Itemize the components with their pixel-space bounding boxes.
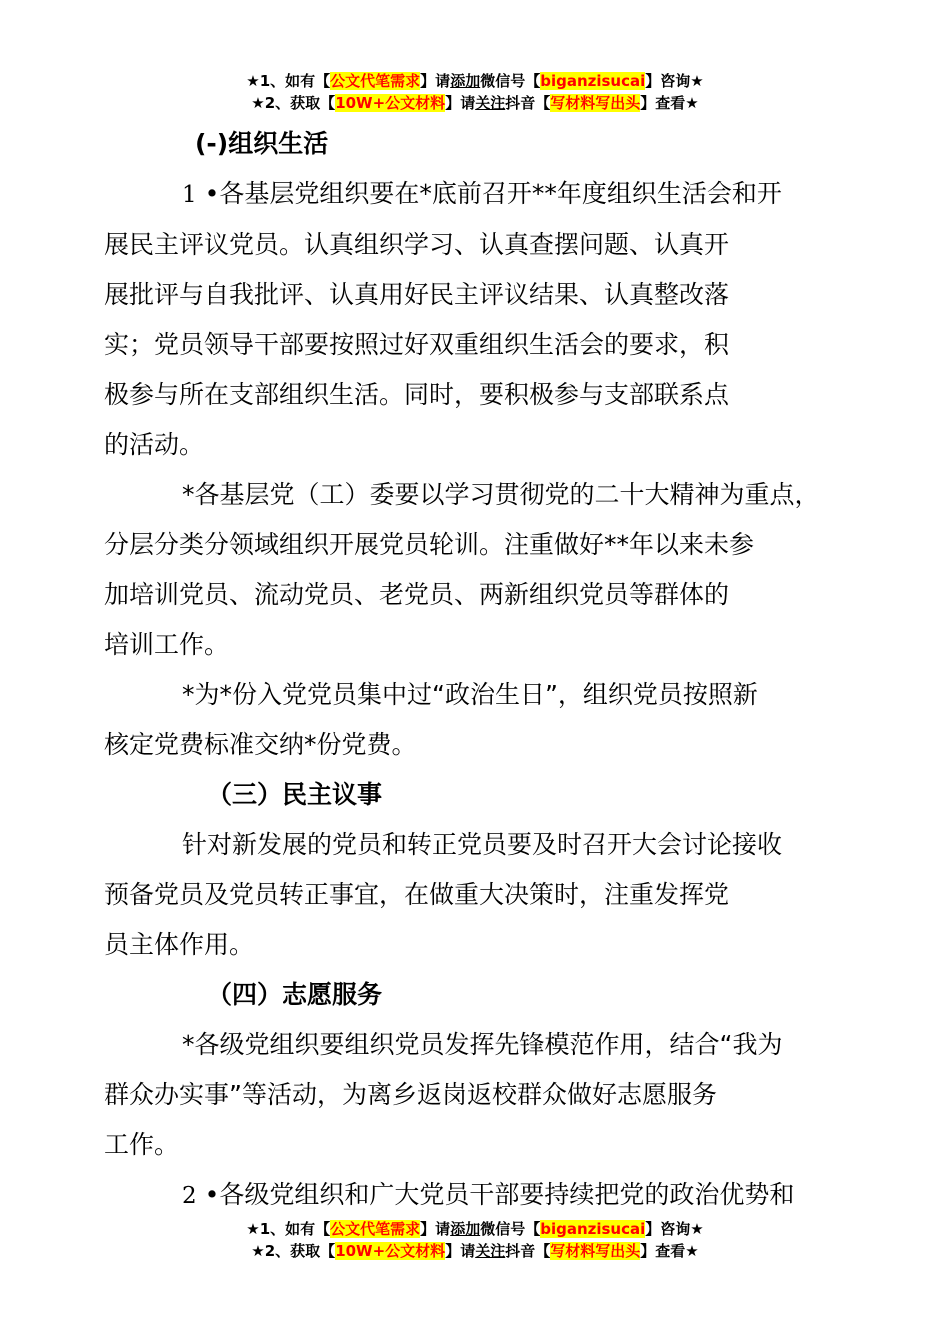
highlight-ghostwriting: 公文代笔需求 bbox=[330, 1220, 421, 1238]
paragraph: *各基层党（工）委要以学习贯彻党的二十大精神为重点， 分层分类分领域组织开展党员轮训。注重做好**年以来未参 加培训党员、流动党员、老党员、两新组织党员等群体的 培训工作。 bbox=[104, 480, 820, 659]
highlight-wechat-id: biganzisucai bbox=[540, 72, 646, 90]
highlight-materials: 10W+公文材料 bbox=[335, 94, 446, 112]
document-body bbox=[104, 119, 833, 1221]
banner-line-2: ★2、获取【10W+公文材料】请关注抖音【写材料写出头】查看★ bbox=[251, 94, 699, 112]
paragraph: *为*份入党党员集中过“政治生日”，组织党员按照新 核定党费标准交纳*份党费。 bbox=[104, 680, 758, 759]
banner-line-1: ★1、如有【公文代笔需求】请添加微信号【biganzisucai】咨询★ bbox=[246, 72, 704, 90]
banner-line-1: ★1、如有【公文代笔需求】请添加微信号【biganzisucai】咨询★ bbox=[246, 1220, 704, 1238]
section-heading-democratic-deliberation: （三）民主议事 bbox=[207, 780, 383, 809]
section-heading-volunteer-service: （四）志愿服务 bbox=[207, 980, 383, 1009]
paragraph: 1 •各基层党组织要在*底前召开**年度组织生活会和开 展民主评议党员。认真组织学习、认真查摆问题、认真开 展批评与自我批评、认真用好民主评议结果、认真整改落 实；党员领导干部要按照过好双重组织生活会的要求，积 极参与所在支部组织生活。同时，要积极参与支部联系点 的活动。 bbox=[104, 179, 782, 459]
item-number: 1 bbox=[182, 182, 197, 208]
bottom-banner bbox=[0, 1218, 950, 1262]
highlight-ghostwriting: 公文代笔需求 bbox=[330, 72, 421, 90]
item-number: 2 bbox=[182, 1183, 197, 1209]
paragraph: 2 •各级党组织和广大党员干部要持续把党的政治优势和 bbox=[182, 1180, 795, 1209]
highlight-douyin: 写材料写出头 bbox=[550, 1242, 641, 1260]
highlight-materials: 10W+公文材料 bbox=[335, 1242, 446, 1260]
top-banner bbox=[0, 70, 950, 114]
section-heading-organization-life: (-)组织生活 bbox=[195, 129, 329, 158]
paragraph: 针对新发展的党员和转正党员要及时召开大会讨论接收 预备党员及党员转正事宜，在做重大决策时，注重发挥党 员主体作用。 bbox=[104, 830, 783, 959]
highlight-douyin: 写材料写出头 bbox=[550, 94, 641, 112]
paragraph: *各级党组织要组织党员发挥先锋模范作用，结合“我为 群众办实事”等活动，为离乡返岗返校群众做好志愿服务 工作。 bbox=[104, 1030, 783, 1159]
banner-line-2: ★2、获取【10W+公文材料】请关注抖音【写材料写出头】查看★ bbox=[251, 1242, 699, 1260]
highlight-wechat-id: biganzisucai bbox=[540, 1220, 646, 1238]
